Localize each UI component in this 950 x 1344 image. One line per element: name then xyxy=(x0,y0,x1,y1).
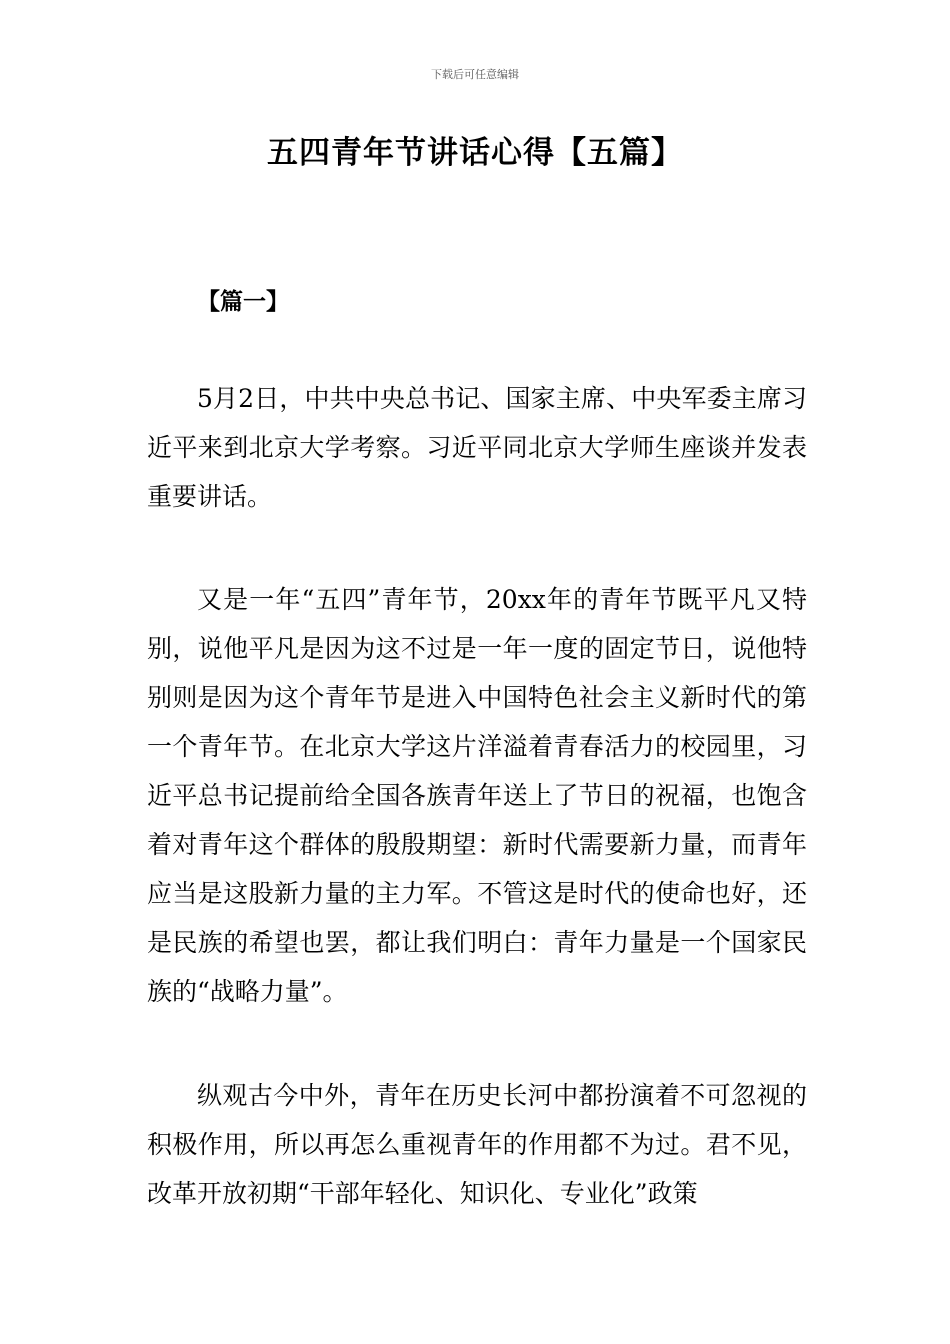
header-note: 下载后可任意编辑 xyxy=(431,68,519,81)
body-paragraph: 5月2日，中共中央总书记、国家主席、中央军委主席习近平来到北京大学考察。习近平同北京大学师生座谈并发表重要讲话。 xyxy=(147,384,807,511)
section-heading: 【篇一】 xyxy=(197,289,289,315)
document-title: 五四青年节讲话心得【五篇】 xyxy=(267,135,683,171)
body-paragraph: 纵观古今中外，青年在历史长河中都扮演着不可忽视的积极作用，所以再怎么重视青年的作用都不为过。君不见，改革开放初期“干部年轻化、知识化、专业化”政策 xyxy=(147,1081,807,1208)
body-paragraph: 又是一年“五四”青年节，20xx年的青年节既平凡又特别，说他平凡是因为这不过是一年一度的固定节日，说他特别则是因为这个青年节是进入中国特色社会主义新时代的第一个青年节。在北京大学这片洋溢着青春活力的校园里，习近平总书记提前给全国各族青年送上了节日的祝福，也饱含着对青年这个群体的殷殷期望：新时代需要新力量，而青年应当是这股新力量的主力军。不管这是时代的使命也好，还是民族的希望也罢，都让我们明白：青年力量是一个国家民族的“战略力量”。 xyxy=(147,585,807,1006)
